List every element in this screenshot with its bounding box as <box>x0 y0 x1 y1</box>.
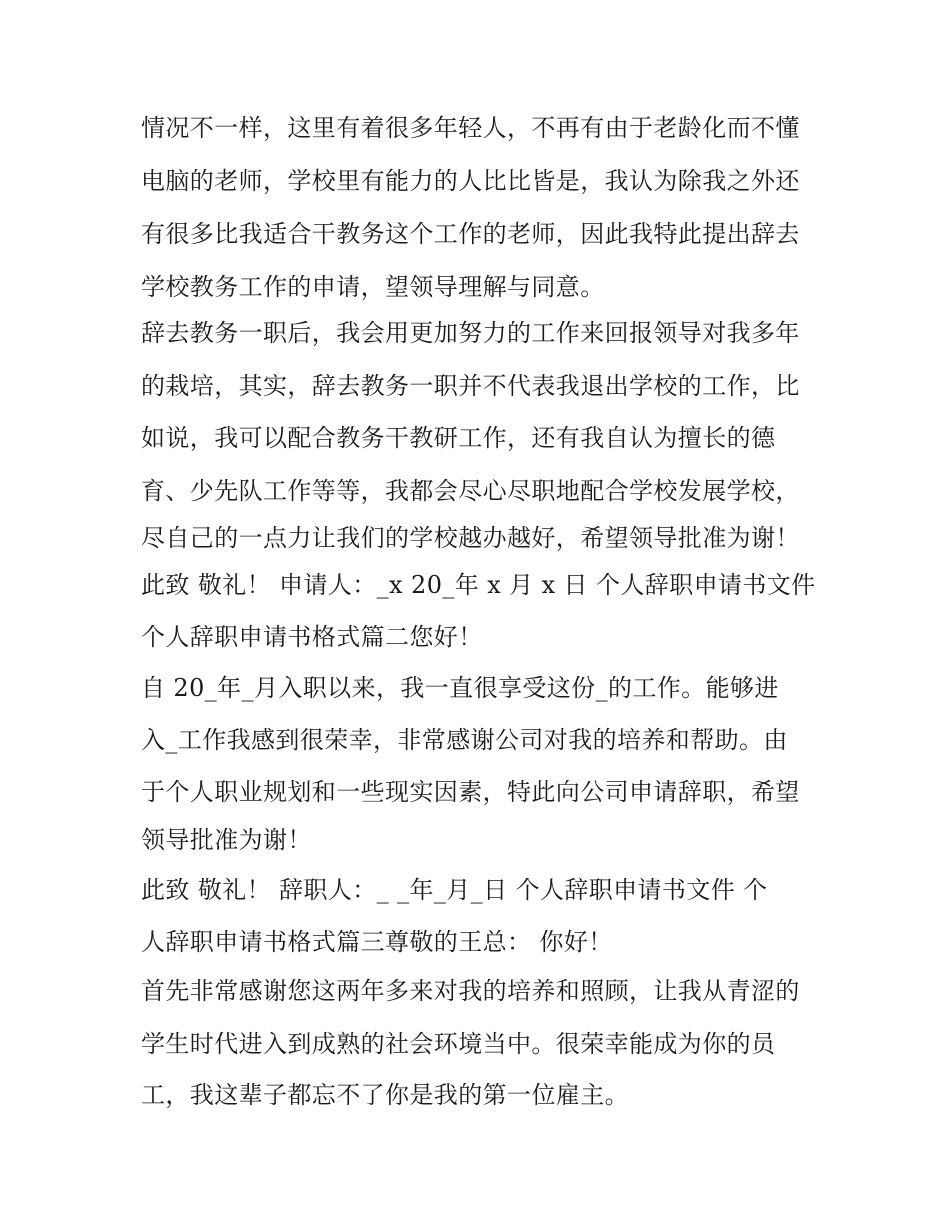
text-line: 此致 敬礼！ 辞职人：_ _年_月_日 个人辞职申请书文件 个 <box>141 876 768 904</box>
text-line: 工，我这辈子都忘不了你是我的第一位雇主。 <box>141 1081 629 1109</box>
text-line: 学校教务工作的申请，望领导理解与同意。 <box>141 273 605 301</box>
text-line: 领导批准为谢！ <box>141 826 312 854</box>
text-line: 于个人职业规划和一些现实因素，特此向公司申请辞职，希望 <box>141 778 800 806</box>
text-line: 个人辞职申请书格式篇二您好！ <box>141 623 483 651</box>
text-line: 自 20_年_月入职以来，我一直很享受这份_的工作。能够进 <box>141 674 779 702</box>
text-line: 入_工作我感到很荣幸，非常感谢公司对我的培养和帮助。由 <box>141 726 788 754</box>
text-line: 人辞职申请书格式篇三尊敬的王总： 你好！ <box>141 928 613 956</box>
text-line: 尽自己的一点力让我们的学校越办越好，希望领导批准为谢！ <box>141 524 800 552</box>
text-line: 辞去教务一职后，我会用更加努力的工作来回报领导对我多年 <box>141 319 800 347</box>
text-line: 有很多比我适合干教务这个工作的老师，因此我特此提出辞去 <box>141 220 800 248</box>
text-line: 首先非常感谢您这两年多来对我的培养和照顾，让我从青涩的 <box>141 977 800 1005</box>
text-line: 育、少先队工作等等，我都会尽心尽职地配合学校发展学校， <box>141 477 800 505</box>
text-line: 情况不一样，这里有着很多年轻人，不再有由于老龄化而不懂 <box>141 114 800 142</box>
text-line: 此致 敬礼！ 申请人：_x 20_年 x 月 x 日 个人辞职申请书文件 <box>141 571 816 599</box>
text-line: 的栽培，其实，辞去教务一职并不代表我退出学校的工作，比 <box>141 372 800 400</box>
text-line: 如说，我可以配合教务干教研工作，还有我自认为擅长的德 <box>141 424 776 452</box>
text-line: 电脑的老师，学校里有能力的人比比皆是，我认为除我之外还 <box>141 167 800 195</box>
text-line: 学生时代进入到成熟的社会环境当中。很荣幸能成为你的员 <box>141 1030 776 1058</box>
